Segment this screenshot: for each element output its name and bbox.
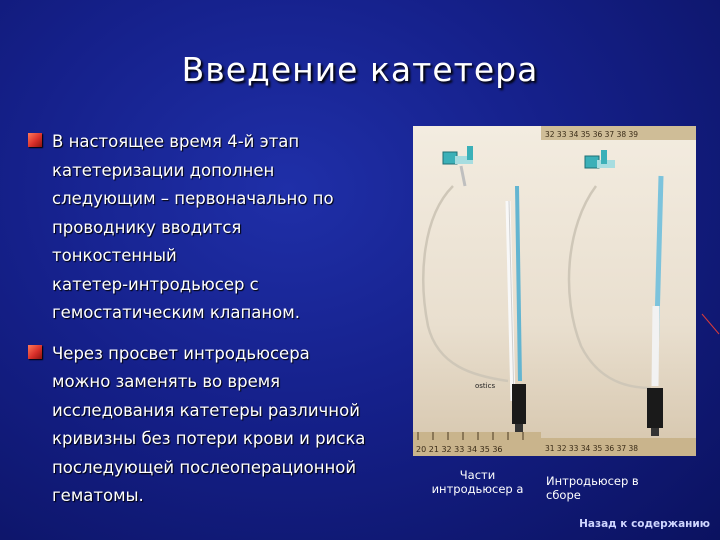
ruler-top-numbers: 32 33 34 35 36 37 38 39: [545, 130, 639, 139]
bullet-square-icon: [28, 133, 42, 147]
ruler-brand: ostics: [475, 382, 496, 390]
bullet-text: В настоящее время 4-й этап катетеризации дополнен следующим – первоначально по проводнику вводится тонкостенный катетер-интродьюсер с гемостатическим клапаном.: [52, 132, 334, 322]
bullet-item: [28, 340, 423, 511]
bullet-item: [28, 128, 423, 328]
slide-title: Введение катетера: [181, 50, 539, 89]
bullet-list: [28, 128, 423, 523]
ruler-bottom-numbers: 31 32 33 34 35 36 37 38: [545, 444, 639, 453]
introducer-assembled-photo: [541, 126, 696, 456]
decorative-red-line: [700, 312, 720, 336]
photo-caption-assembled: Интродьюсер в сборе: [546, 474, 639, 502]
photo-caption-parts: Части интродьюсер а: [431, 468, 524, 496]
bullet-text: Через просвет интродьюсера можно заменять во время исследования катетеры различной кривизны без потери крови и риска последующей послеоперационной гематомы.: [52, 343, 366, 505]
ruler-numbers: 20 21 32 33 34 35 36: [416, 445, 503, 454]
back-to-contents-link[interactable]: Назад к содержанию: [579, 518, 710, 530]
introducer-parts-photo: [413, 126, 541, 456]
bullet-square-icon: [28, 345, 42, 359]
